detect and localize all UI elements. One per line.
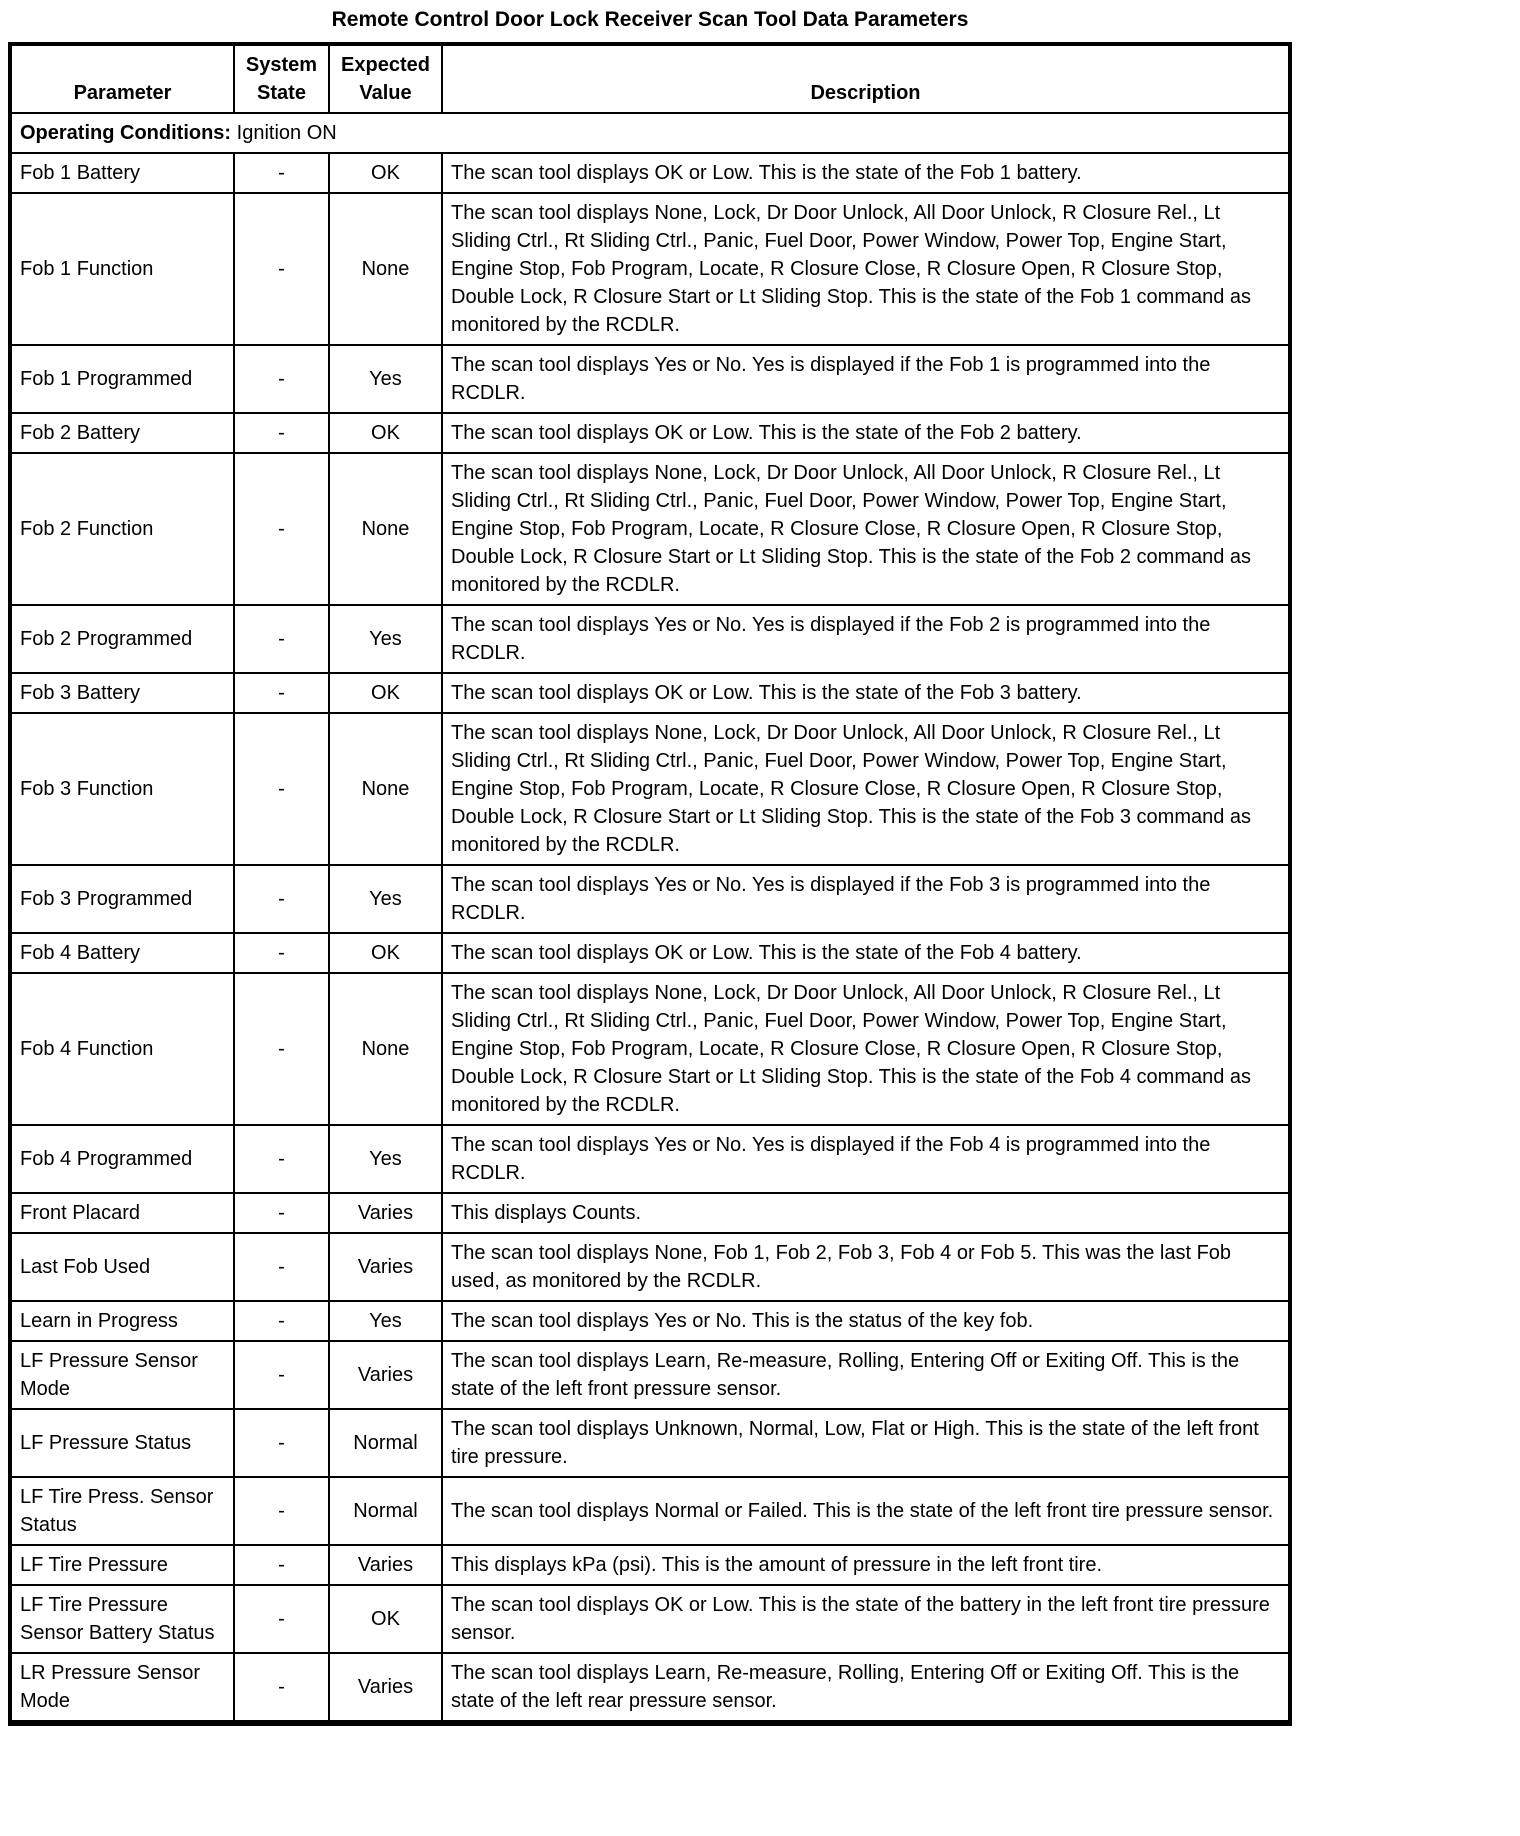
operating-conditions-value: Ignition ON (231, 122, 337, 144)
table-row (10, 1545, 1290, 1585)
parameter-cell: Fob 1 Battery (10, 153, 234, 193)
parameter-cell: Learn in Progress (10, 1301, 234, 1341)
description-cell: This displays Counts. (442, 1193, 1290, 1233)
parameter-cell: Fob 3 Function (10, 713, 234, 865)
expected-value-cell: Varies (329, 1341, 442, 1409)
description-cell: The scan tool displays OK or Low. This is the state of the battery in the left front tire pressure sensor. (442, 1585, 1290, 1653)
system-state-cell: - (234, 865, 329, 933)
system-state-cell: - (234, 933, 329, 973)
expected-value-cell: Normal (329, 1409, 442, 1477)
description-cell: The scan tool displays None, Lock, Dr Door Unlock, All Door Unlock, R Closure Rel., Lt Sliding Ctrl., Rt Sliding Ctrl., Panic, Fuel Door, Power Window, Power Top, Engine Start, Engine Stop, Fob Program, Locate, R Closure Close, R Closure Open, R Closure Stop, Double Lock, R Closure Start or Lt Sliding Stop. This is the state of the Fob 2 command as monitored by the RCDLR. (442, 453, 1290, 605)
parameter-cell: Fob 2 Function (10, 453, 234, 605)
system-state-cell: - (234, 1301, 329, 1341)
parameter-cell: Front Placard (10, 1193, 234, 1233)
system-state-cell: - (234, 413, 329, 453)
parameter-cell: Last Fob Used (10, 1233, 234, 1301)
table-row (10, 1477, 1290, 1545)
expected-value-cell: Normal (329, 1477, 442, 1545)
operating-conditions-cell (10, 113, 1290, 153)
parameter-cell: Fob 4 Function (10, 973, 234, 1125)
table-row (10, 713, 1290, 865)
table-row (10, 193, 1290, 345)
expected-value-cell: None (329, 713, 442, 865)
description-cell: The scan tool displays Yes or No. Yes is displayed if the Fob 1 is programmed into the RCDLR. (442, 345, 1290, 413)
operating-conditions-row (10, 113, 1290, 153)
system-state-cell: - (234, 1233, 329, 1301)
parameter-cell: Fob 1 Function (10, 193, 234, 345)
table-row (10, 1301, 1290, 1341)
header-system-state: System State (234, 44, 329, 113)
table-row (10, 1585, 1290, 1653)
parameter-cell: LF Tire Pressure (10, 1545, 234, 1585)
table-row (10, 1341, 1290, 1409)
expected-value-cell: None (329, 193, 442, 345)
table-row (10, 605, 1290, 673)
table-row (10, 1233, 1290, 1301)
description-cell: The scan tool displays None, Lock, Dr Door Unlock, All Door Unlock, R Closure Rel., Lt Sliding Ctrl., Rt Sliding Ctrl., Panic, Fuel Door, Power Window, Power Top, Engine Start, Engine Stop, Fob Program, Locate, R Closure Close, R Closure Open, R Closure Stop, Double Lock, R Closure Start or Lt Sliding Stop. This is the state of the Fob 4 command as monitored by the RCDLR. (442, 973, 1290, 1125)
expected-value-cell: Varies (329, 1193, 442, 1233)
table-row (10, 453, 1290, 605)
system-state-cell: - (234, 1585, 329, 1653)
parameter-cell: Fob 4 Battery (10, 933, 234, 973)
description-cell: The scan tool displays None, Fob 1, Fob 2, Fob 3, Fob 4 or Fob 5. This was the last Fob used, as monitored by the RCDLR. (442, 1233, 1290, 1301)
expected-value-cell: None (329, 453, 442, 605)
operating-conditions-label: Operating Conditions: (20, 122, 232, 144)
parameter-cell: Fob 2 Programmed (10, 605, 234, 673)
description-cell: This displays kPa (psi). This is the amount of pressure in the left front tire. (442, 1545, 1290, 1585)
system-state-cell: - (234, 1477, 329, 1545)
expected-value-cell: OK (329, 1585, 442, 1653)
system-state-cell: - (234, 1653, 329, 1723)
description-cell: The scan tool displays Learn, Re-measure, Rolling, Entering Off or Exiting Off. This is the state of the left front pressure sensor. (442, 1341, 1290, 1409)
parameter-cell: Fob 2 Battery (10, 413, 234, 453)
description-cell: The scan tool displays None, Lock, Dr Door Unlock, All Door Unlock, R Closure Rel., Lt Sliding Ctrl., Rt Sliding Ctrl., Panic, Fuel Door, Power Window, Power Top, Engine Start, Engine Stop, Fob Program, Locate, R Closure Close, R Closure Open, R Closure Stop, Double Lock, R Closure Start or Lt Sliding Stop. This is the state of the Fob 3 command as monitored by the RCDLR. (442, 713, 1290, 865)
description-cell: The scan tool displays Yes or No. Yes is displayed if the Fob 3 is programmed into the RCDLR. (442, 865, 1290, 933)
description-cell: The scan tool displays OK or Low. This is the state of the Fob 1 battery. (442, 153, 1290, 193)
parameter-cell: LF Pressure Status (10, 1409, 234, 1477)
description-cell: The scan tool displays Learn, Re-measure, Rolling, Entering Off or Exiting Off. This is the state of the left rear pressure sensor. (442, 1653, 1290, 1723)
system-state-cell: - (234, 1341, 329, 1409)
table-row (10, 673, 1290, 713)
header-expected-value: Expected Value (329, 44, 442, 113)
system-state-cell: - (234, 345, 329, 413)
parameter-cell: Fob 3 Battery (10, 673, 234, 713)
table-row (10, 1193, 1290, 1233)
parameter-cell: Fob 1 Programmed (10, 345, 234, 413)
page-title: Remote Control Door Lock Receiver Scan Tool Data Parameters (331, 8, 969, 31)
table-row (10, 1653, 1290, 1723)
parameter-cell: LF Tire Press. Sensor Status (10, 1477, 234, 1545)
description-cell: The scan tool displays Unknown, Normal, Low, Flat or High. This is the state of the left front tire pressure. (442, 1409, 1290, 1477)
description-cell: The scan tool displays OK or Low. This is the state of the Fob 2 battery. (442, 413, 1290, 453)
table-row (10, 973, 1290, 1125)
system-state-cell: - (234, 1409, 329, 1477)
expected-value-cell: Varies (329, 1653, 442, 1723)
system-state-cell: - (234, 153, 329, 193)
table-row (10, 933, 1290, 973)
system-state-cell: - (234, 973, 329, 1125)
expected-value-cell: Varies (329, 1545, 442, 1585)
expected-value-cell: Yes (329, 345, 442, 413)
expected-value-cell: Yes (329, 1125, 442, 1193)
expected-value-cell: OK (329, 673, 442, 713)
header-description: Description (442, 44, 1290, 113)
table-row (10, 413, 1290, 453)
expected-value-cell: OK (329, 413, 442, 453)
table-row (10, 1409, 1290, 1477)
table-body (10, 113, 1290, 1723)
description-cell: The scan tool displays OK or Low. This is the state of the Fob 4 battery. (442, 933, 1290, 973)
description-cell: The scan tool displays Yes or No. Yes is displayed if the Fob 2 is programmed into the RCDLR. (442, 605, 1290, 673)
table-row (10, 153, 1290, 193)
expected-value-cell: Yes (329, 865, 442, 933)
expected-value-cell: Yes (329, 605, 442, 673)
description-cell: The scan tool displays Normal or Failed. This is the state of the left front tire pressure sensor. (442, 1477, 1290, 1545)
description-cell: The scan tool displays Yes or No. Yes is displayed if the Fob 4 is programmed into the RCDLR. (442, 1125, 1290, 1193)
table-row (10, 1125, 1290, 1193)
parameter-cell: Fob 4 Programmed (10, 1125, 234, 1193)
table-header-row (10, 44, 1290, 113)
table-row (10, 345, 1290, 413)
system-state-cell: - (234, 1125, 329, 1193)
system-state-cell: - (234, 713, 329, 865)
system-state-cell: - (234, 1193, 329, 1233)
parameter-cell: LF Pressure Sensor Mode (10, 1341, 234, 1409)
system-state-cell: - (234, 193, 329, 345)
scan-tool-parameters-table (8, 42, 1292, 1726)
description-cell: The scan tool displays Yes or No. This is the status of the key fob. (442, 1301, 1290, 1341)
expected-value-cell: OK (329, 153, 442, 193)
header-parameter: Parameter (10, 44, 234, 113)
expected-value-cell: Varies (329, 1233, 442, 1301)
parameter-cell: LF Tire Pressure Sensor Battery Status (10, 1585, 234, 1653)
system-state-cell: - (234, 605, 329, 673)
expected-value-cell: Yes (329, 1301, 442, 1341)
parameter-cell: LR Pressure Sensor Mode (10, 1653, 234, 1723)
description-cell: The scan tool displays OK or Low. This is the state of the Fob 3 battery. (442, 673, 1290, 713)
system-state-cell: - (234, 1545, 329, 1585)
description-cell: The scan tool displays None, Lock, Dr Door Unlock, All Door Unlock, R Closure Rel., Lt Sliding Ctrl., Rt Sliding Ctrl., Panic, Fuel Door, Power Window, Power Top, Engine Start, Engine Stop, Fob Program, Locate, R Closure Close, R Closure Open, R Closure Stop, Double Lock, R Closure Start or Lt Sliding Stop. This is the state of the Fob 1 command as monitored by the RCDLR. (442, 193, 1290, 345)
expected-value-cell: OK (329, 933, 442, 973)
system-state-cell: - (234, 453, 329, 605)
expected-value-cell: None (329, 973, 442, 1125)
system-state-cell: - (234, 673, 329, 713)
table-row (10, 865, 1290, 933)
parameter-cell: Fob 3 Programmed (10, 865, 234, 933)
